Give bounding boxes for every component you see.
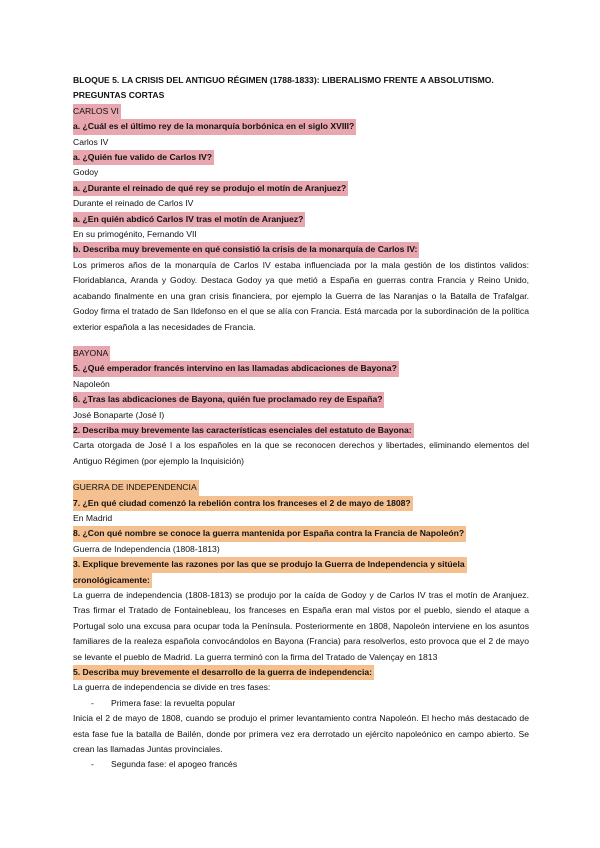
section-heading-guerra: GUERRA DE INDEPENDENCIA: [73, 480, 199, 495]
answer-carlos-5: Los primeros años de la monarquía de Carlos IV estaba influenciada por la mala gestión de los distintos validos: Floridablanca, Aranda y Godoy. Destaca Godoy ya que metió a España en guerras contra Francia y Reino Unido, acabando finalmente en una gran crisis financiera, por ejemplo la Guerra de las Naranjas o la Batalla de Trafalgar. Godoy firma el tratado de San Ildefonso en el que se alía con Francia. Está marcada por la subordinación de la política exterior española a las necesidades de Francia.: [73, 259, 529, 332]
question-guerra-4: 5. Describa muy brevemente el desarrollo de la guerra de independencia:: [73, 665, 374, 680]
answer-guerra-4-intro: La guerra de independencia se divide en tres fases:: [73, 682, 271, 693]
question-guerra-2: 8. ¿Con qué nombre se conoce la guerra mantenida por España contra la Francia de Napoleón?: [73, 526, 466, 541]
document-title-line-2: PREGUNTAS CORTAS: [73, 90, 165, 101]
bullet-dash: -: [91, 697, 94, 708]
question-carlos-1: a. ¿Cuál es el último rey de la monarquía borbónica en el siglo XVIII?: [73, 119, 356, 134]
bullet-item-2: [73, 757, 529, 772]
bullet-item-1-label: Primera fase: la revuelta popular: [111, 697, 236, 708]
question-bayona-1: 5. ¿Qué emperador francés intervino en las llamadas abdicaciones de Bayona?: [73, 361, 399, 376]
bullet-dash: -: [91, 759, 94, 770]
bullet-item-1: [73, 696, 529, 711]
answer-carlos-3: Durante el reinado de Carlos IV: [73, 198, 194, 209]
answer-bayona-2: José Bonaparte (José I): [73, 409, 165, 420]
answer-carlos-4: En su primogénito, Fernando VII: [73, 229, 197, 240]
question-carlos-4: a. ¿En quién abdicó Carlos IV tras el motín de Aranjuez?: [73, 212, 305, 227]
document-page: [73, 73, 529, 773]
answer-bayona-1: Napoleón: [73, 378, 110, 389]
question-guerra-1: 7. ¿En qué ciudad comenzó la rebelión contra los franceses el 2 de mayo de 1808?: [73, 496, 413, 511]
document-title-line-1: BLOQUE 5. LA CRISIS DEL ANTIGUO RÉGIMEN (1788-1833): LIBERALISMO FRENTE A ABSOLUTISMO.: [73, 75, 494, 85]
question-carlos-2: a. ¿Quién fue valido de Carlos IV?: [73, 150, 214, 165]
answer-guerra-3: La guerra de independencia (1808-1813) se produjo por la caída de Godoy y de Carlos IV tras el motín de Aranjuez. Tras firmar el Tratado de Fontainebleau, los franceses en España eran mal vistos por el pueblo, siendo el ataque a Portugal solo una excusa para ocupar toda la Península. Posteriormente en 1808, Napoleón interviene en los asuntos familiares de la realeza española convocándolos en Bayona (Francia) para resolverlos, esto provoca que el 2 de mayo se levante el pueblo de Madrid. La guerra terminó con la firma del Tratado de Valençay en 1813: [73, 590, 529, 662]
answer-guerra-4-body: Inicia el 2 de mayo de 1808, cuando se produjo el primer levantamiento contra Napoleón. El hecho más destacado de esta fase fue la batalla de Bailén, donde por primera vez era derrotado un ejército napoleónico en campo abierto. Se crean las llamadas Juntas provinciales.: [73, 713, 529, 755]
answer-bayona-3: Carta otorgada de José I a los españoles en la que se reconocen derechos y libertades, eliminando elementos del Antiguo Régimen (por ejemplo la Inquisición): [73, 440, 529, 466]
bullet-item-2-label: Segunda fase: el apogeo francés: [111, 759, 238, 770]
section-heading-carlos: CARLOS VI: [73, 104, 121, 119]
answer-carlos-1: Carlos IV: [73, 136, 109, 147]
section-heading-bayona: BAYONA: [73, 346, 110, 361]
answer-guerra-2: Guerra de Independencia (1808-1813): [73, 543, 220, 554]
answer-carlos-2: Godoy: [73, 167, 99, 178]
question-bayona-2: 6. ¿Tras las abdicaciones de Bayona, quién fue proclamado rey de España?: [73, 392, 384, 407]
question-guerra-3-line-1: 3. Explique brevemente las razones por las que se produjo la Guerra de Independencia y sitúela: [73, 557, 467, 572]
question-bayona-3: 2. Describa muy brevemente las características esenciales del estatuto de Bayona:: [73, 423, 414, 438]
question-carlos-3: a. ¿Durante el reinado de qué rey se produjo el motín de Aranjuez?: [73, 181, 348, 196]
question-guerra-3-line-2: cronológicamente:: [73, 573, 152, 588]
answer-guerra-1: En Madrid: [73, 512, 113, 523]
question-carlos-5: b. Describa muy brevemente en qué consistió la crisis de la monarquía de Carlos IV:: [73, 242, 419, 257]
